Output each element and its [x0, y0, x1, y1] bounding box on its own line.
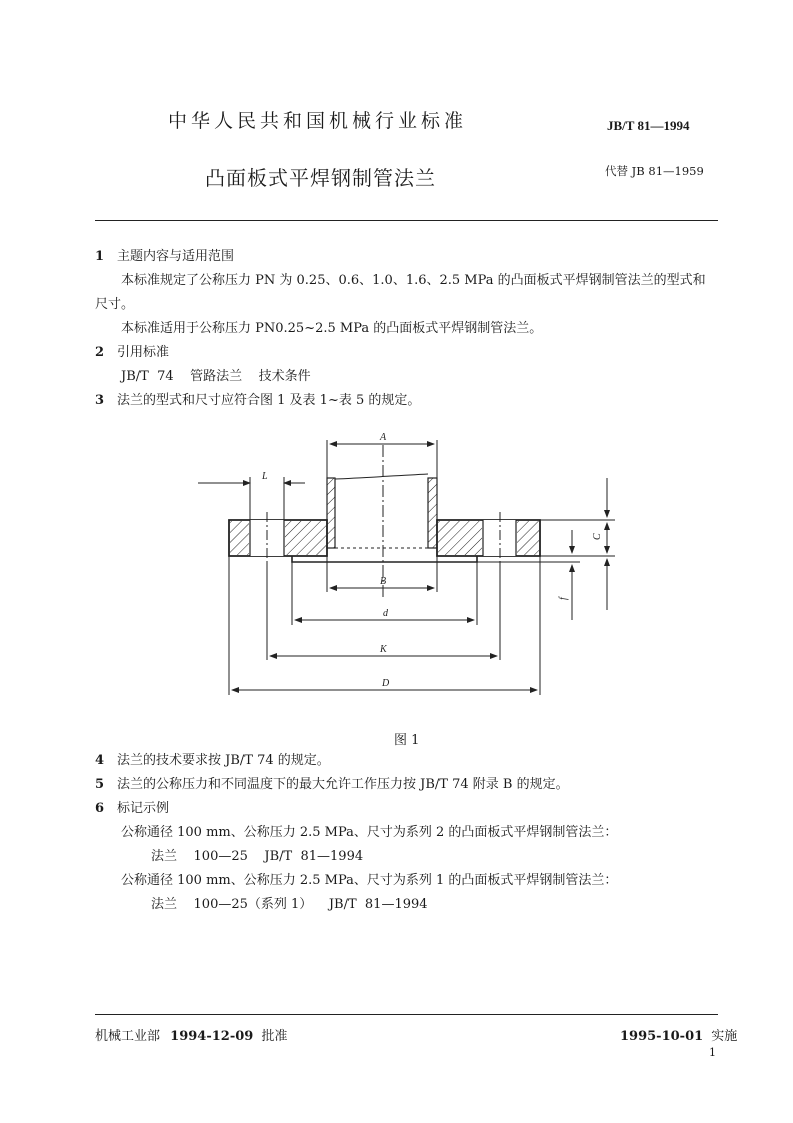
pipe-break-line [335, 474, 428, 479]
section-text: 法兰的公称压力和不同温度下的最大允许工作压力按 JB/T 74 附录 B 的规定。 [117, 777, 569, 792]
standard-org: 中华人民共和国机械行业标准 [168, 110, 468, 132]
standard-code: JB/T 81—1994 [607, 118, 690, 133]
marking-example-2-code: 法兰 100—25（系列 1） JB/T 81—1994 [151, 897, 428, 912]
page-number: 1 [709, 1046, 716, 1059]
reference-standard: JB/T 74 管路法兰 技术条件 [121, 369, 311, 384]
section-1-paragraph-1: 本标准规定了公称压力 PN 为 0.25、0.6、1.0、1.6、2.5 MPa 的凸面板式平焊钢制管法兰的型式和 [121, 273, 706, 288]
section-6-heading [95, 800, 169, 818]
marking-example-2: 公称通径 100 mm、公称压力 2.5 MPa、尺寸为系列 1 的凸面板式平焊钢制管法兰： [121, 873, 618, 888]
section-number: 3 [95, 393, 105, 408]
section-number: 4 [95, 753, 105, 768]
section-text: 法兰的技术要求按 JB/T 74 的规定。 [117, 753, 330, 768]
impl-date: 1995-10-01 [620, 1029, 704, 1044]
marking-example-1: 公称通径 100 mm、公称压力 2.5 MPa、尺寸为系列 2 的凸面板式平焊钢制管法兰： [121, 825, 618, 840]
dim-label-d: d [383, 608, 388, 619]
issuer: 机械工业部 [95, 1029, 161, 1044]
dim-label-f: f [558, 597, 569, 600]
approve-date: 1994-12-09 [170, 1029, 254, 1044]
approval-line [95, 1025, 287, 1044]
pipe-wall-left [327, 478, 335, 548]
section-number: 2 [95, 345, 105, 360]
dim-label-D: D [382, 678, 390, 689]
pipe-wall-right [428, 478, 437, 548]
impl-label: 实施 [711, 1029, 738, 1044]
section-title: 标记示例 [117, 801, 170, 816]
marking-example-1-code: 法兰 100—25 JB/T 81—1994 [151, 849, 364, 864]
approve-label: 批准 [261, 1029, 288, 1044]
dim-label-K: K [380, 644, 387, 655]
section-1-paragraph-2: 本标准适用于公称压力 PN0.25~2.5 MPa 的凸面板式平焊钢制管法兰。 [121, 321, 543, 336]
dim-label-A: A [380, 432, 387, 443]
replaces-note: 代替 JB 81—1959 [605, 164, 704, 178]
footer-divider [95, 1014, 718, 1015]
section-title: 引用标准 [117, 345, 170, 360]
dim-label-C: C [592, 533, 603, 540]
section-text: 法兰的型式和尺寸应符合图 1 及表 1~表 5 的规定。 [117, 393, 421, 408]
section-1-paragraph-1-cont: 尺寸。 [95, 297, 135, 312]
implementation-line [620, 1025, 737, 1044]
section-title: 主题内容与适用范围 [117, 249, 235, 264]
section-number: 5 [95, 777, 105, 792]
section-5 [95, 776, 569, 794]
page-title: 凸面板式平焊钢制管法兰 [205, 166, 436, 190]
section-4 [95, 752, 330, 770]
dim-label-L: L [262, 471, 268, 482]
section-number: 1 [95, 249, 105, 264]
section-number: 6 [95, 801, 105, 816]
figure-caption: 图 1 [394, 733, 420, 748]
dim-label-B: B [380, 576, 387, 587]
